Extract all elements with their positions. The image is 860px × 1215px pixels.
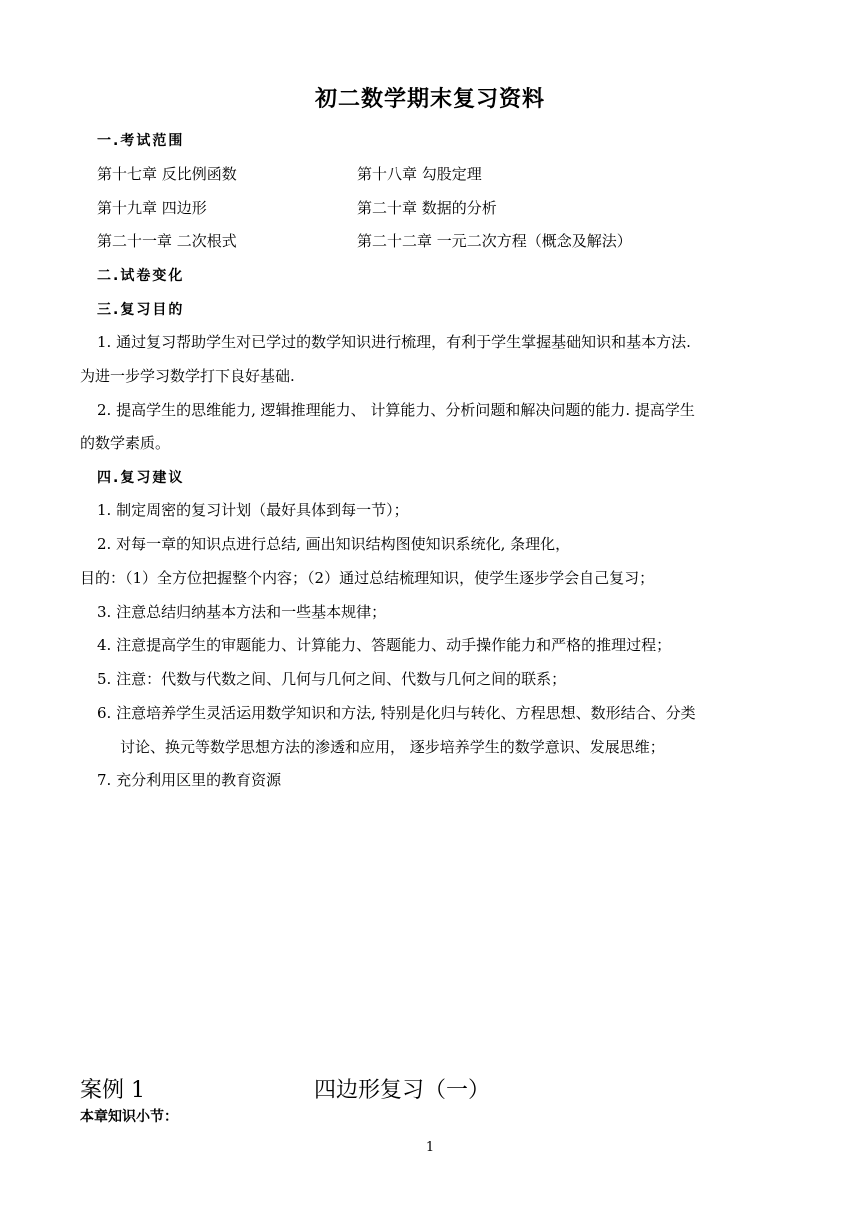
chapter-item: 第十八章 勾股定理 — [357, 165, 482, 183]
chapter-item: 第二十一章 二次根式 — [97, 232, 237, 250]
case-label: 案例 1 — [80, 1078, 145, 1103]
suggestion-line: 4. 注意提高学生的审题能力、计算能力、答题能力、动手操作能力和严格的推理过程； — [97, 636, 672, 654]
section-heading-goals: 三.复习目的 — [97, 302, 185, 318]
suggestion-line: 7. 充分利用区里的教育资源 — [97, 771, 282, 789]
case-subheading: 本章知识小节： — [80, 1109, 178, 1125]
goal-line: 为进一步学习数学打下良好基础. — [80, 367, 295, 385]
section-heading-suggestions: 四.复习建议 — [97, 470, 185, 486]
suggestion-line: 讨论、换元等数学思想方法的渗透和应用， 逐步培养学生的数学意识、发展思维； — [120, 738, 665, 756]
suggestion-line: 2. 对每一章的知识点进行总结, 画出知识结构图使知识系统化, 条理化， — [97, 535, 571, 553]
suggestion-line: 6. 注意培养学生灵活运用数学知识和方法, 特别是化归与转化、方程思想、数形结合、分类 — [97, 704, 696, 722]
case-title: 四边形复习（一） — [314, 1078, 491, 1103]
goal-line: 2. 提高学生的思维能力, 逻辑推理能力、 计算能力、分析问题和解决问题的能力. 提高学生 — [97, 401, 695, 419]
chapter-item: 第十七章 反比例函数 — [97, 165, 237, 183]
suggestion-line: 1. 制定周密的复习计划（最好具体到每一节）； — [97, 501, 409, 519]
goal-line: 的数学素质。 — [80, 434, 171, 452]
goal-line: 1. 通过复习帮助学生对已学过的数学知识进行梳理，有利于学生掌握基础知识和基本方法. — [97, 333, 691, 351]
page-title: 初二数学期末复习资料 — [314, 87, 545, 112]
suggestion-line: 5. 注意：代数与代数之间、几何与几何之间、代数与几何之间的联系； — [97, 670, 567, 688]
chapter-item: 第十九章 四边形 — [97, 199, 207, 217]
section-heading-scope: 一.考试范围 — [97, 133, 185, 149]
section-heading-changes: 二.试卷变化 — [97, 268, 185, 284]
page-number: 1 — [425, 1140, 435, 1155]
suggestion-line: 3. 注意总结归纳基本方法和一些基本规律； — [97, 603, 387, 621]
suggestion-line: 目的：（1）全方位把握整个内容；（2）通过总结梳理知识，使学生逐步学会自己复习； — [80, 569, 655, 587]
chapter-item: 第二十章 数据的分析 — [357, 199, 497, 217]
chapter-item: 第二十二章 一元二次方程（概念及解法） — [357, 232, 632, 250]
